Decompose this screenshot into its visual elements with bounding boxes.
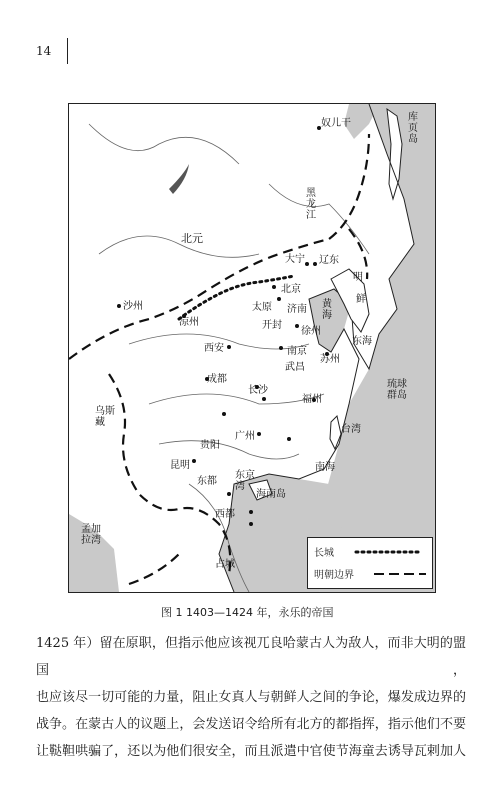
- label-ryukyu: 琉球群岛: [387, 379, 407, 401]
- label-chengdu: 成都: [207, 374, 227, 385]
- label-daning: 大宁: [285, 254, 305, 265]
- label-xuzhou: 徐州: [301, 326, 321, 337]
- label-kaifeng: 开封: [262, 320, 282, 331]
- legend-great-wall-swatch: [354, 549, 424, 555]
- label-shazhou: 沙州: [123, 301, 143, 312]
- label-nanjing: 南京: [287, 346, 307, 357]
- label-guiyang: 贵阳: [200, 440, 220, 451]
- label-wusizang: 乌斯藏: [95, 406, 115, 428]
- label-taiwan: 台湾: [341, 424, 361, 435]
- label-champa: 占城: [215, 559, 235, 570]
- label-xian: 鲜: [356, 294, 366, 305]
- label-wuchang: 武昌: [285, 362, 305, 373]
- body-line-2: 也应该尽一切可能的力量，阻止女真人与朝鲜人之间的争论，爆发成边界的: [36, 690, 466, 705]
- label-hainan: 海南岛: [256, 489, 286, 500]
- body-text: [36, 630, 466, 765]
- label-liangzhou: 凉州: [179, 317, 199, 328]
- label-donghai: 东海: [352, 336, 372, 347]
- label-liaodong: 辽东: [319, 255, 339, 266]
- label-xian-city: 西安: [204, 343, 224, 354]
- label-dongjing-bay: 东京湾: [235, 470, 255, 492]
- great-wall-line: [179, 276, 294, 319]
- label-suzhou: 苏州: [320, 354, 340, 365]
- label-nurgan: 奴儿干: [321, 118, 351, 129]
- lake-baikal: [169, 164, 189, 194]
- label-ming: 明: [353, 272, 363, 283]
- label-taiyuan: 太原: [252, 302, 272, 313]
- label-heilongjiang: 黑龙江: [306, 188, 316, 221]
- map-figure: [68, 103, 436, 593]
- body-line-1: 1425 年）留在原职，但指示他应该视兀良哈蒙古人为敌人，而非大明的盟国，: [36, 636, 466, 678]
- legend-great-wall-label: 长城: [314, 548, 334, 559]
- city-dots: [117, 126, 329, 526]
- page-number: 14: [36, 44, 52, 58]
- figure-caption: 图 1 1403—1424 年，永乐的帝国: [161, 606, 334, 619]
- map-drawing: [69, 104, 435, 592]
- label-sakhalin: 库页岛: [408, 112, 418, 145]
- legend-ming-border-swatch: [374, 571, 426, 577]
- label-nanhai: 南海: [315, 462, 335, 473]
- label-beiyuan: 北元: [181, 232, 203, 245]
- label-dongdu: 东都: [197, 476, 217, 487]
- label-fuzhou: 福州: [302, 394, 322, 405]
- body-line-4: 让鞑靼哄骗了，还以为他们很安全，而且派遣中官使节海童去诱导瓦剌加人: [36, 744, 466, 759]
- label-beijing: 北京: [281, 284, 301, 295]
- label-xidu: 西都: [215, 509, 235, 520]
- label-jinan: 济南: [287, 304, 307, 315]
- label-changsha: 长沙: [248, 385, 268, 396]
- label-huanghai: 黄海: [322, 299, 332, 321]
- label-guangzhou: 广州: [235, 431, 255, 442]
- label-bengal-bay: 孟加拉湾: [81, 524, 101, 546]
- legend-ming-border-label: 明朝边界: [314, 570, 354, 581]
- body-line-3: 战争。在蒙古人的议题上，会发送诏令给所有北方的都指挥，指示他们不要: [36, 717, 466, 732]
- map-legend: [307, 537, 433, 589]
- header-rule: [67, 38, 68, 64]
- label-kunming: 昆明: [170, 460, 190, 471]
